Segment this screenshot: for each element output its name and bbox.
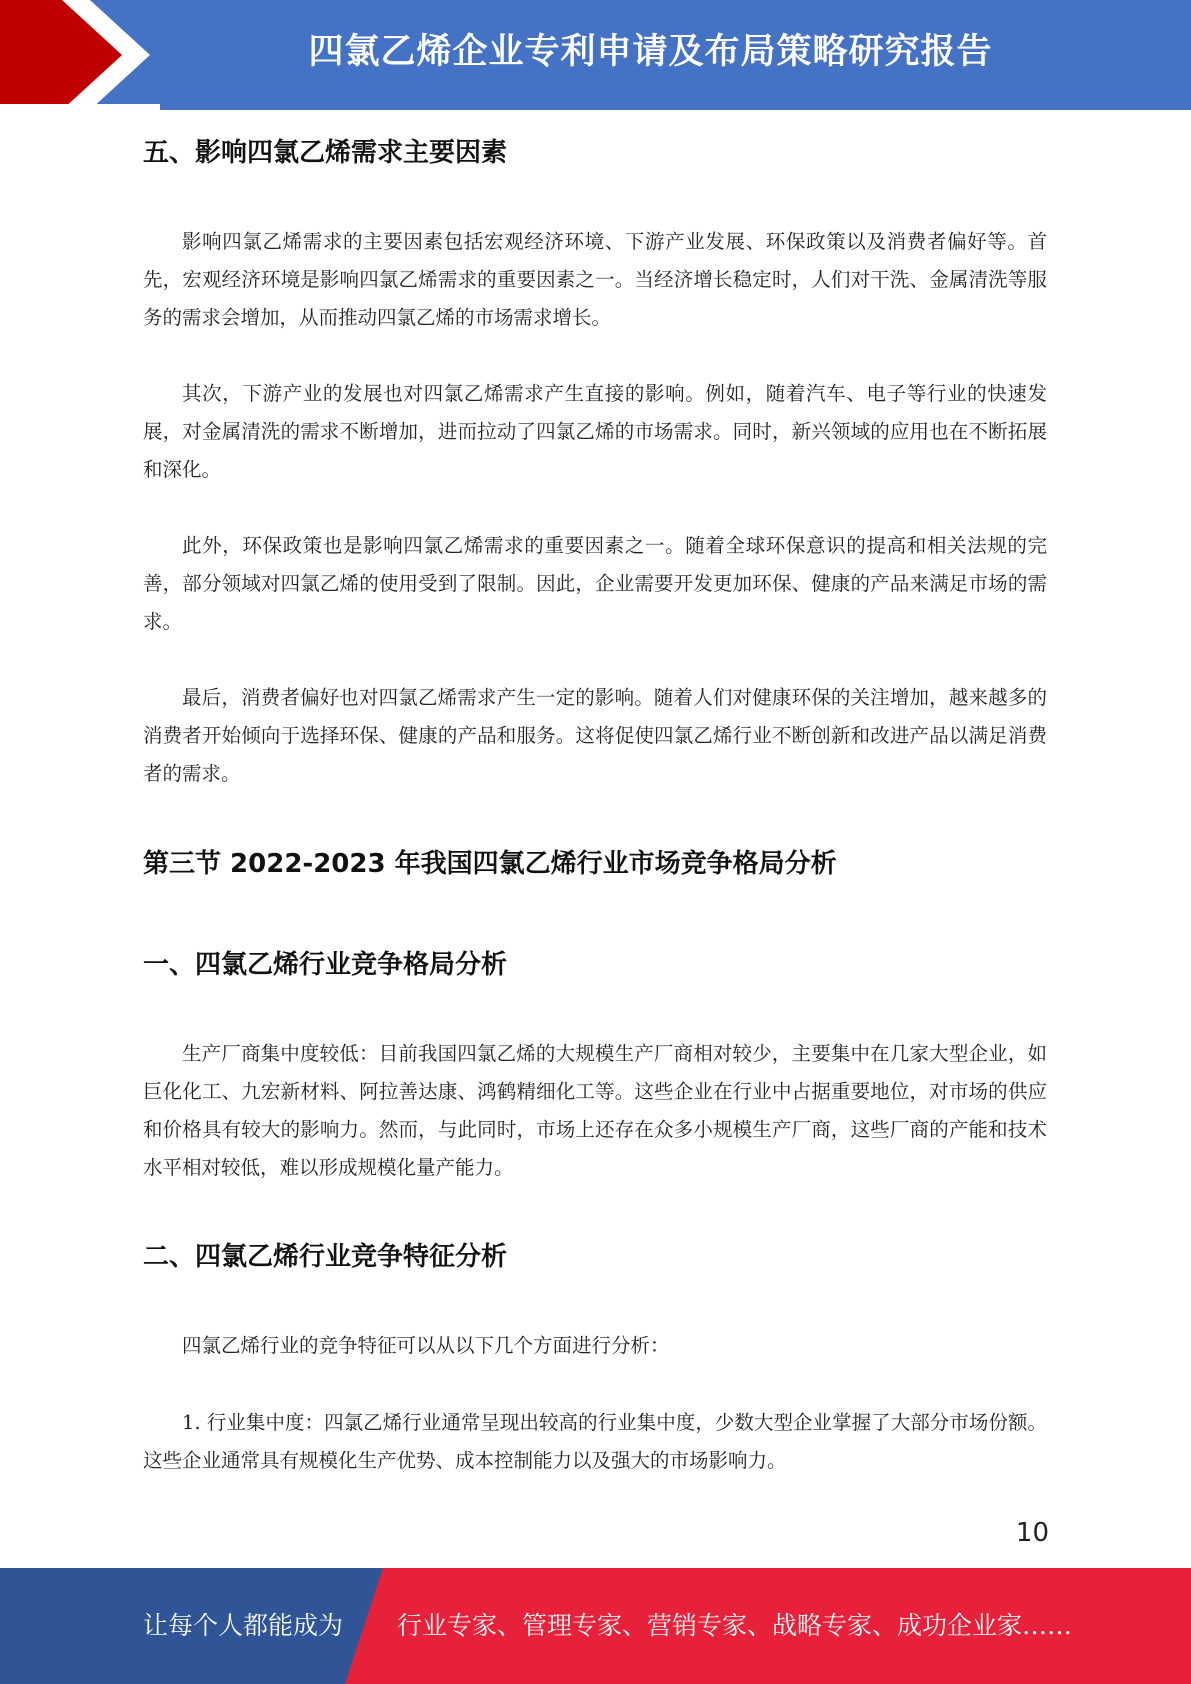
section-heading-competition-landscape: 一、四氯乙烯行业竞争格局分析: [143, 950, 508, 980]
section-heading-competition-features: 二、四氯乙烯行业竞争特征分析: [143, 1242, 508, 1272]
paragraph-demand-2: 其次，下游产业的发展也对四氯乙烯需求产生直接的影响。例如，随着汽车、电子等行业的快速发展，对金属清洗的需求不断增加，进而拉动了四氯乙烯的市场需求。同时，新兴领域的应用也在不断拓展和深化。: [143, 382, 1047, 481]
page-number: 10: [1015, 1518, 1049, 1548]
paragraph-demand-3: 此外，环保政策也是影响四氯乙烯需求的重要因素之一。随着全球环保意识的提高和相关法规的完善，部分领域对四氯乙烯的使用受到了限制。因此，企业需要开发更加环保、健康的产品来满足市场的需求。: [143, 534, 1047, 633]
footer-banner: [0, 1568, 1191, 1684]
header-banner: [0, 0, 1191, 110]
paragraph-industry-concentration: 1. 行业集中度：四氯乙烯行业通常呈现出较高的行业集中度，少数大型企业掌握了大部分市场份额。这些企业通常具有规模化生产优势、成本控制能力以及强大的市场影响力。: [143, 1411, 1047, 1472]
footer-slogan-left: 让每个人都能成为: [143, 1611, 344, 1640]
section-heading-demand-factors: 五、影响四氯乙烯需求主要因素: [143, 138, 508, 168]
paragraph-competition-intro: 四氯乙烯行业的竞争特征可以从以下几个方面进行分析：: [182, 1334, 670, 1357]
chevron-decoration-icon: [0, 0, 160, 110]
paragraph-demand-4: 最后，消费者偏好也对四氯乙烯需求产生一定的影响。随着人们对健康环保的关注增加，越来越多的消费者开始倾向于选择环保、健康的产品和服务。这将促使四氯乙烯行业不断创新和改进产品以满足消费者的需求。: [143, 686, 1047, 785]
footer-slogan-right: 行业专家、管理专家、营销专家、战略专家、成功企业家……: [397, 1611, 1073, 1640]
paragraph-competition-landscape: 生产厂商集中度较低：目前我国四氯乙烯的大规模生产厂商相对较少，主要集中在几家大型企业，如巨化化工、九宏新材料、阿拉善达康、鸿鹤精细化工等。这些企业在行业中占据重要地位，对市场的供应和价格具有较大的影响力。然而，与此同时，市场上还存在众多小规模生产厂商，这些厂商的产能和技术水平相对较低，难以形成规模化量产能力。: [143, 1042, 1047, 1179]
paragraph-demand-1: 影响四氯乙烯需求的主要因素包括宏观经济环境、下游产业发展、环保政策以及消费者偏好等。首先，宏观经济环境是影响四氯乙烯需求的重要因素之一。当经济增长稳定时，人们对干洗、金属清洗等服务的需求会增加，从而推动四氯乙烯的市场需求增长。: [143, 230, 1047, 329]
report-title: 四氯乙烯企业专利申请及布局策略研究报告: [308, 32, 993, 72]
chapter-section-heading: 第三节 2022-2023 年我国四氯乙烯行业市场竞争格局分析: [143, 849, 837, 879]
